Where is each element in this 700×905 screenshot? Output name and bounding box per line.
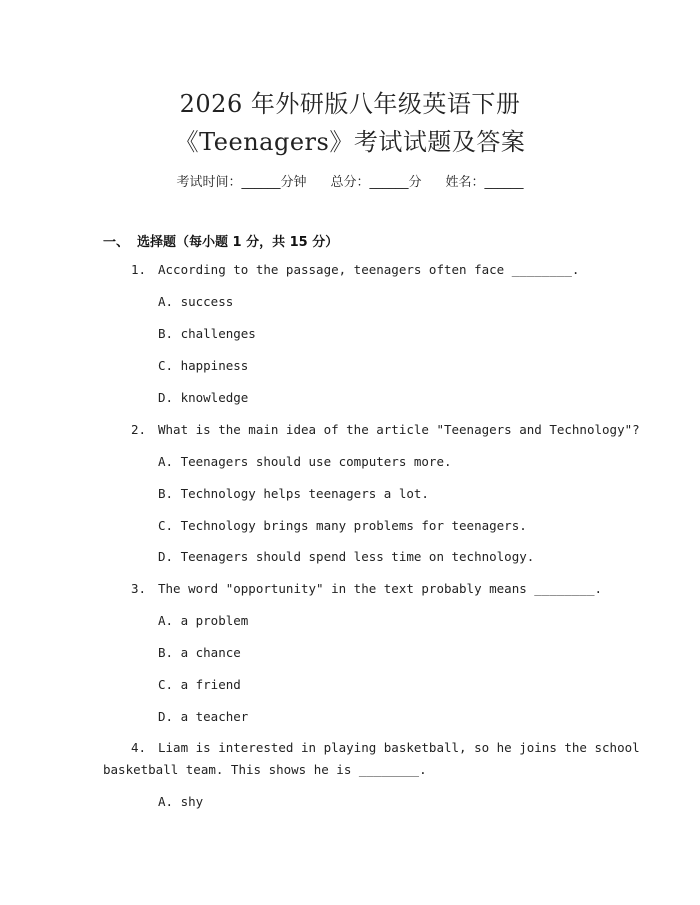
question-number: 1. [131,262,147,277]
question-number: 3. [131,581,147,596]
question-text: According to the passage, teenagers often face ________. [158,262,580,277]
answer-option: D. knowledge [158,390,249,405]
page-title-line2: 《Teenagers》考试试题及答案 [174,128,526,156]
answer-option: C. Technology brings many problems for teenagers. [158,518,527,533]
total-score-label: 总分：______分 [330,175,422,190]
section-title: 选择题（每小题 1 分，共 15 分） [137,235,339,250]
page-title-line1: 2026 年外研版八年级英语下册 [179,90,521,118]
question-text: The word "opportunity" in the text probably means ________. [158,581,603,596]
answer-option: B. a chance [158,645,241,660]
answer-option: A. shy [158,794,204,809]
section-number: 一、 [103,235,130,250]
answer-option: B. challenges [158,326,256,341]
student-name-label: 姓名：______ [445,175,524,190]
question-text-line1: Liam is interested in playing basketball, so he joins the school [158,740,640,755]
answer-option: C. a friend [158,677,241,692]
answer-option: C. happiness [158,358,249,373]
answer-option: D. Teenagers should spend less time on technology. [158,549,535,564]
answer-option: A. success [158,294,234,309]
question-text-line2: basketball team. This shows he is ________. [103,762,427,777]
question-text: What is the main idea of the article "Teenagers and Technology"? [158,422,640,437]
section-heading [103,231,338,250]
question-number: 4. [131,740,147,755]
answer-option: A. a problem [158,613,249,628]
exam-info-row [0,171,700,190]
answer-option: D. a teacher [158,709,249,724]
question-number: 2. [131,422,147,437]
answer-option: A. Teenagers should use computers more. [158,454,452,469]
answer-option: B. Technology helps teenagers a lot. [158,486,429,501]
exam-time-label: 考试时间：______分钟 [176,175,307,190]
